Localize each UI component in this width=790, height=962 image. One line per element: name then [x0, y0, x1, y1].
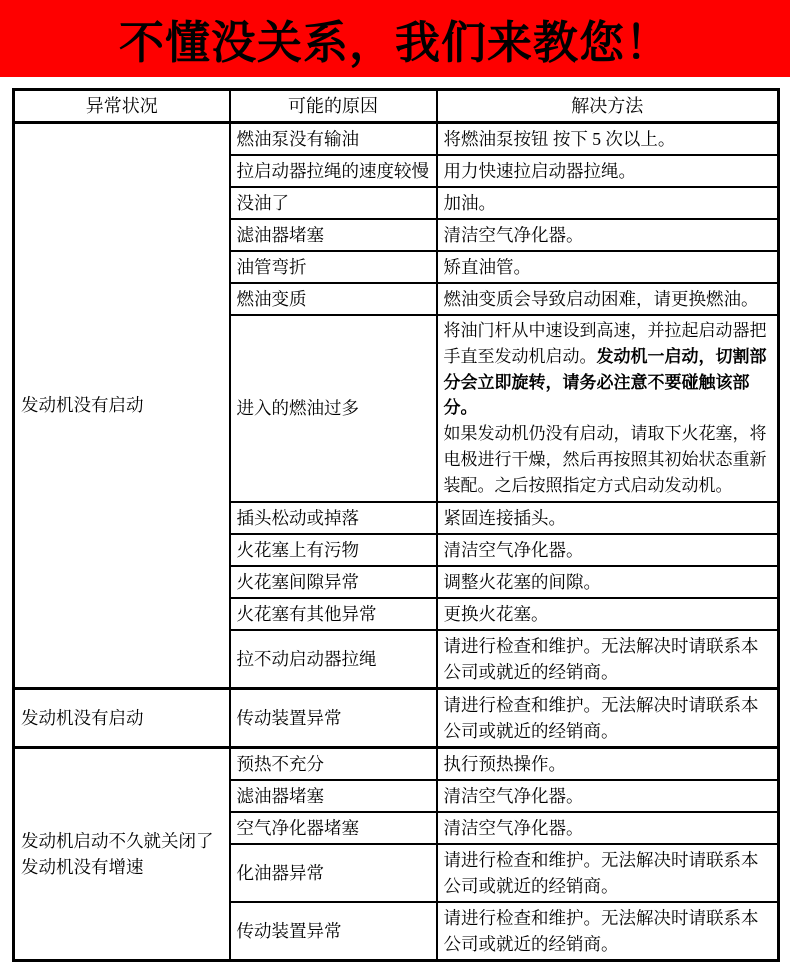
cause-cell: 传动装置异常: [230, 688, 437, 747]
solution-intro-text: 将油门杆从中速设到高速，并拉起启动器把手直至发动机启动。: [443, 321, 767, 366]
solution-paragraph: 如果发动机仍没有启动，请取下火花塞，将电极进行干燥，然后再按照其初始状态重新装配。之后按照指定方式启动发动机。: [443, 424, 767, 495]
solution-cell: 将燃油泵按钮 按下 5 次以上。: [437, 123, 779, 156]
cause-cell: 拉启动器拉绳的速度较慢: [230, 155, 437, 187]
cause-cell: 插头松动或掉落: [230, 502, 437, 534]
solution-paragraph: [444, 318, 772, 421]
header-cause: 可能的原因: [230, 90, 437, 123]
solution-cell: 更换火花塞。: [437, 598, 779, 630]
condition-cell: [14, 688, 230, 747]
cause-cell: 进入的燃油过多: [230, 315, 437, 502]
solution-cell: 燃油变质会导致启动困难，请更换燃油。: [437, 283, 779, 315]
cause-cell: 预热不充分: [230, 747, 437, 780]
solution-cell: 清洁空气净化器。: [437, 534, 779, 566]
condition-text: 发动机没有启动: [21, 395, 144, 416]
condition-cell: [14, 747, 230, 960]
cause-cell: 燃油变质: [230, 283, 437, 315]
cause-cell: 拉不动启动器拉绳: [230, 630, 437, 689]
cause-cell: 燃油泵没有输油: [230, 123, 437, 156]
header-condition: 异常状况: [14, 90, 230, 123]
cause-cell: 油管弯折: [230, 251, 437, 283]
table-row: [14, 688, 779, 747]
solution-cell: [437, 315, 779, 502]
solution-cell: 请进行检查和维护。无法解决时请联系本公司或就近的经销商。: [437, 630, 779, 689]
table-row: [14, 747, 779, 780]
solution-cell: 清洁空气净化器。: [437, 780, 779, 812]
banner: [0, 0, 790, 77]
solution-cell: 调整火花塞的间隙。: [437, 566, 779, 598]
solution-cell: 请进行检查和维护。无法解决时请联系本公司或就近的经销商。: [437, 902, 779, 961]
troubleshooting-table: [12, 88, 780, 962]
solution-cell: 请进行检查和维护。无法解决时请联系本公司或就近的经销商。: [437, 844, 779, 902]
solution-cell: 用力快速拉启动器拉绳。: [437, 155, 779, 187]
table-row: [14, 123, 779, 156]
condition-cell: [14, 123, 230, 689]
solution-cell: 清洁空气净化器。: [437, 219, 779, 251]
cause-cell: 化油器异常: [230, 844, 437, 902]
solution-cell: 执行预热操作。: [437, 747, 779, 780]
cause-cell: 火花塞有其他异常: [230, 598, 437, 630]
cause-cell: 没油了: [230, 187, 437, 219]
solution-cell: 加油。: [437, 187, 779, 219]
solution-cell: 矫直油管。: [437, 251, 779, 283]
condition-text: 发动机没有增速: [21, 856, 144, 877]
cause-cell: 空气净化器堵塞: [230, 812, 437, 844]
cause-cell: 火花塞上有污物: [230, 534, 437, 566]
solution-cell: 清洁空气净化器。: [437, 812, 779, 844]
table-header-row: [14, 90, 779, 123]
page-title: 不懂没关系，我们来教您！: [118, 17, 671, 68]
condition-text: 发动机启动不久就关闭了: [21, 830, 214, 851]
cause-cell: 传动装置异常: [230, 902, 437, 961]
cause-cell: 滤油器堵塞: [230, 219, 437, 251]
cause-cell: 滤油器堵塞: [230, 780, 437, 812]
header-solution: 解决方法: [437, 90, 779, 123]
solution-cell: 紧固连接插头。: [437, 502, 779, 534]
condition-text: 发动机没有启动: [21, 707, 144, 728]
solution-warning-text: 发动机一启动，切割部分会立即旋转，请务必注意不要碰触该部分。: [443, 346, 767, 418]
cause-cell: 火花塞间隙异常: [230, 566, 437, 598]
solution-cell: 请进行检查和维护。无法解决时请联系本公司或就近的经销商。: [437, 688, 779, 747]
